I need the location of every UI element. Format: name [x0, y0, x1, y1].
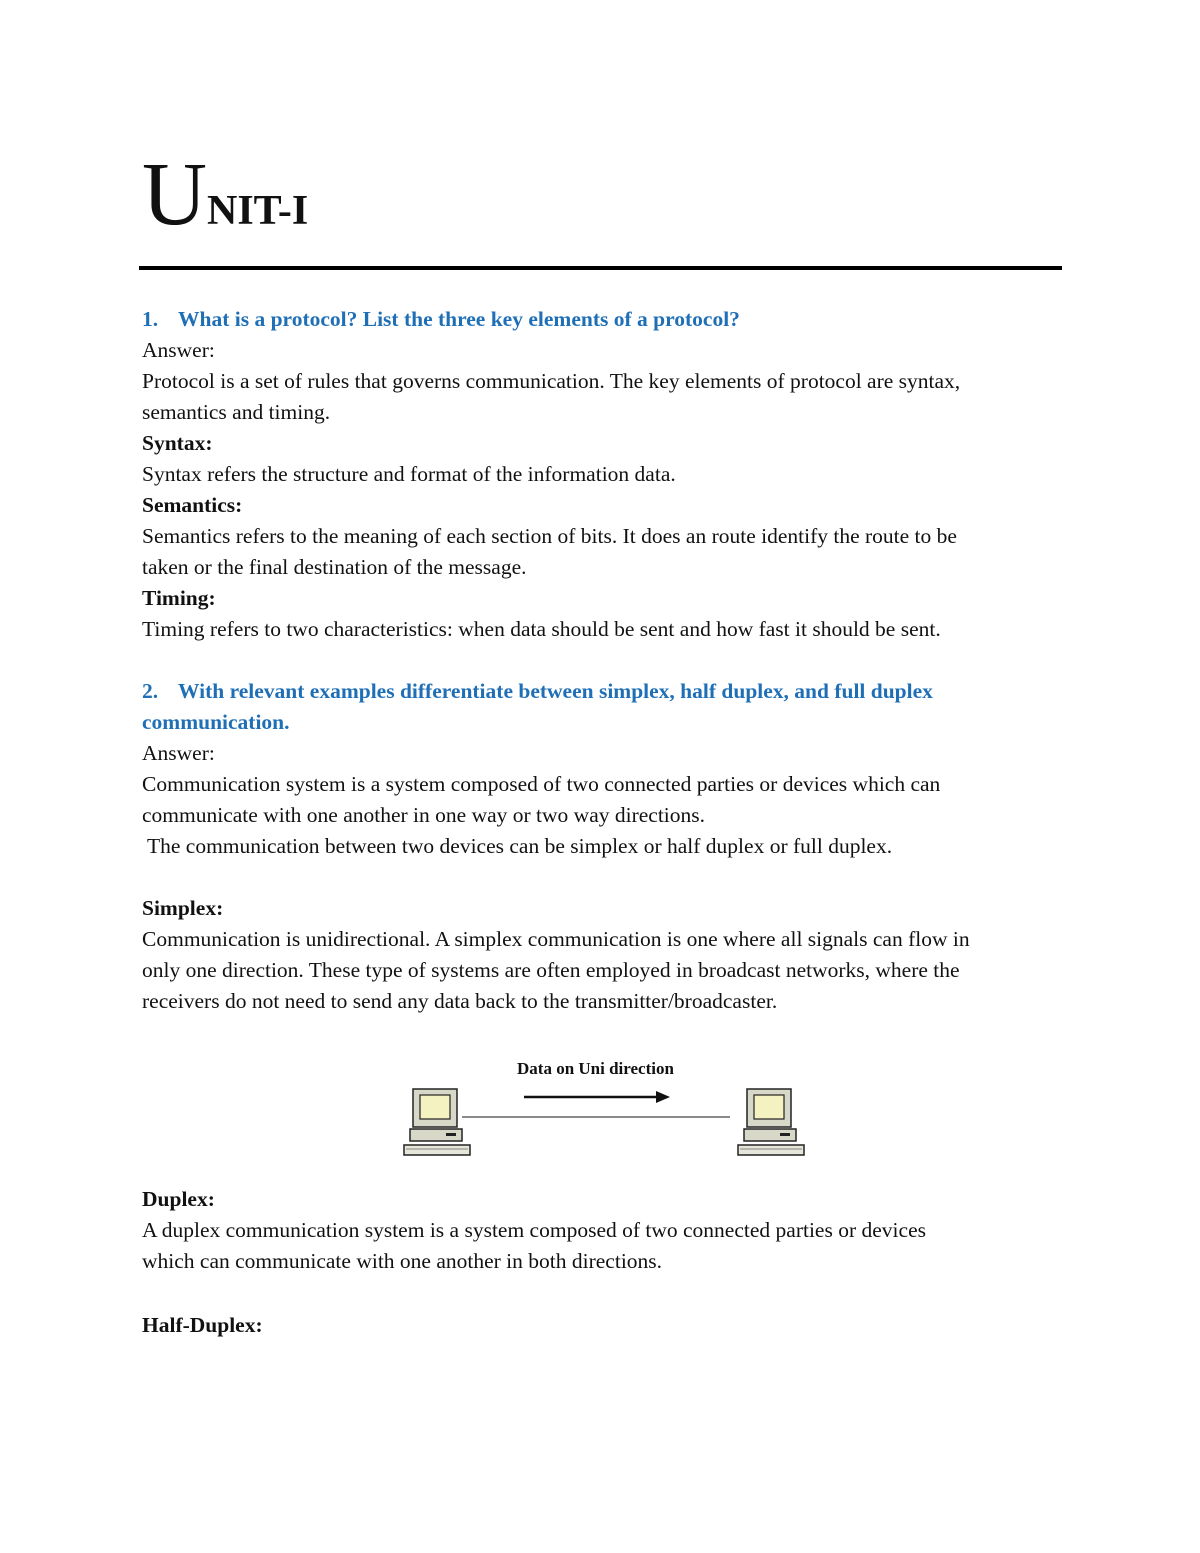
title-divider [139, 266, 1062, 270]
question-text: What is a protocol? List the three key elements of a protocol? [178, 307, 740, 331]
question-number: 2. [142, 679, 159, 703]
answer-label: Answer: [142, 338, 215, 362]
half-duplex-heading: Half-Duplex: [142, 1313, 263, 1337]
answer-text: Communication system is a system composed of two connected parties or devices which can [142, 772, 941, 796]
answer-text: communicate with one another in one way or two way directions. [142, 803, 706, 827]
duplex-heading: Duplex: [142, 1187, 215, 1211]
semantics-text: taken or the final destination of the message. [142, 555, 527, 579]
semantics-text: Semantics refers to the meaning of each section of bits. It does an route identify the route to be [142, 524, 957, 548]
diagram-label: Data on Uni direction [517, 1059, 674, 1078]
question-number: 1. [142, 307, 159, 331]
answer-text: Protocol is a set of rules that governs communication. The key elements of protocol are syntax, [142, 369, 961, 393]
syntax-heading: Syntax: [142, 431, 213, 455]
question-2 [142, 676, 1072, 707]
syntax-text: Syntax refers the structure and format of the information data. [142, 462, 676, 486]
semantics-heading: Semantics: [142, 493, 243, 517]
title-first-letter: U [142, 145, 207, 244]
page-title [142, 145, 309, 244]
timing-heading: Timing: [142, 586, 216, 610]
answer-text: The communication between two devices can be simplex or half duplex or full duplex. [142, 834, 893, 858]
timing-text: Timing refers to two characteristics: when data should be sent and how fast it should be sent. [142, 617, 941, 641]
duplex-text: which can communicate with one another in both directions. [142, 1249, 663, 1273]
simplex-diagram [400, 1055, 830, 1165]
simplex-text: only one direction. These type of systems are often employed in broadcast networks, where the [142, 958, 960, 982]
simplex-text: Communication is unidirectional. A simplex communication is one where all signals can flow in [142, 927, 970, 951]
simplex-text: receivers do not need to send any data back to the transmitter/broadcaster. [142, 989, 778, 1013]
arrow-right-icon [524, 1091, 670, 1103]
duplex-text: A duplex communication system is a system composed of two connected parties or devices [142, 1218, 926, 1242]
answer-label: Answer: [142, 741, 215, 765]
computer-icon [404, 1089, 470, 1155]
title-rest: NIT-I [207, 188, 309, 234]
question-2-continued: communication. [142, 710, 290, 734]
question-1 [142, 304, 1072, 335]
question-text: With relevant examples differentiate between simplex, half duplex, and full duplex [178, 679, 933, 703]
answer-text: semantics and timing. [142, 400, 331, 424]
computer-icon [738, 1089, 804, 1155]
simplex-heading: Simplex: [142, 896, 224, 920]
